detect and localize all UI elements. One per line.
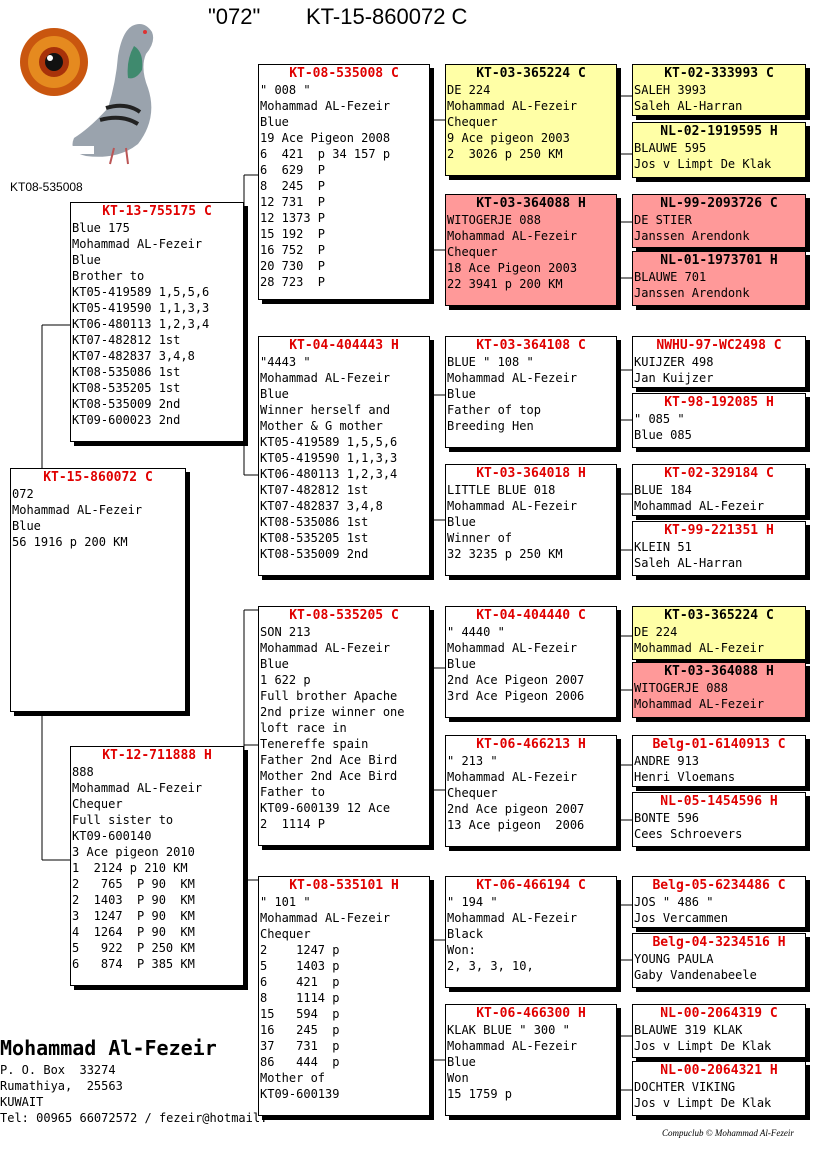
pedigree-ring: KT-06-466213 H: [476, 737, 586, 752]
pedigree-line: Winner herself and: [260, 403, 391, 417]
ancestor-card: [632, 735, 806, 787]
pedigree-line: 19 Ace Pigeon 2008: [260, 131, 391, 145]
sire-line: KT08-535205 1st: [72, 381, 181, 395]
ancestor-card: [632, 662, 806, 718]
pedigree-line: 16 752 P: [260, 243, 326, 257]
pedigree-line: Mohammad AL-Fezeir: [447, 1039, 578, 1053]
pedigree-line: Father 2nd Ace Bird: [260, 753, 398, 767]
pedigree-line: " 194 ": [447, 895, 498, 909]
pedigree-line: Janssen Arendonk: [634, 286, 750, 300]
photo-caption: KT08-535008: [10, 180, 83, 194]
pedigree-line: Saleh AL-Harran: [634, 99, 743, 113]
pedigree-line: KT07-482812 1st: [260, 483, 369, 497]
pedigree-line: Full brother Apache: [260, 689, 398, 703]
pedigree-line: Janssen Arendonk: [634, 229, 750, 243]
ancestor-card: [632, 521, 806, 576]
pedigree-line: 1 622 p: [260, 673, 311, 687]
dam-line: 1 2124 p 210 KM: [72, 861, 188, 875]
pedigree-line: Winner of: [447, 531, 513, 545]
pedigree-line: WITOGERJE 088: [447, 213, 541, 227]
pedigree-line: LITTLE BLUE 018: [447, 483, 556, 497]
granddam-card: [258, 876, 430, 1116]
pedigree-line: 6 421 p 34 157 p: [260, 147, 391, 161]
dam-line: Mohammad AL-Fezeir: [72, 781, 203, 795]
pedigree-line: Henri Vloemans: [634, 770, 736, 784]
pedigree-line: 15 594 p: [260, 1007, 340, 1021]
pedigree-line: DE 224: [447, 83, 491, 97]
pedigree-ring: KT-04-404440 C: [476, 608, 586, 623]
pedigree-line: 28 723 P: [260, 275, 326, 289]
pedigree-line: 2nd Ace pigeon 2007: [447, 802, 585, 816]
pedigree-line: Mother 2nd Ace Bird: [260, 769, 398, 783]
pedigree-ring: Belg-01-6140913 C: [652, 737, 786, 752]
pedigree-line: KT05-419590 1,1,3,3: [260, 451, 398, 465]
ancestor-card: [445, 64, 617, 176]
pedigree-ring: NL-00-2064319 C: [660, 1006, 778, 1021]
pedigree-line: Saleh AL-Harran: [634, 556, 743, 570]
breeder-contact: Tel: 00965 66072572 / fezeir@hotmail.: [0, 1111, 268, 1125]
pedigree-ring: KT-02-329184 C: [664, 466, 774, 481]
pedigree-ring: NL-02-1919595 H: [660, 124, 778, 139]
ancestor-card: [445, 735, 617, 847]
pedigree-line: Blue: [260, 115, 289, 129]
pedigree-line: 32 3235 p 250 KM: [447, 547, 563, 561]
pedigree-line: DE STIER: [634, 213, 692, 227]
pedigree-line: Cees Schroevers: [634, 827, 743, 841]
pedigree-line: BLAUWE 701: [634, 270, 707, 284]
pedigree-line: KT06-480113 1,2,3,4: [260, 467, 398, 481]
pedigree-line: Tenereffe spain: [260, 737, 369, 751]
ancestor-card: [445, 606, 617, 718]
pedigree-line: KT08-535205 1st: [260, 531, 369, 545]
ancestor-card: [632, 606, 806, 660]
pedigree-line: JOS " 486 ": [634, 895, 714, 909]
dam-line: 5 922 P 250 KM: [72, 941, 195, 955]
pedigree-ring: NL-05-1454596 H: [660, 794, 778, 809]
pedigree-line: Blue: [447, 1055, 476, 1069]
pedigree-line: loft race in: [260, 721, 347, 735]
pedigree-ring: KT-06-466300 H: [476, 1006, 586, 1021]
title-ring: KT-15-860072 C: [306, 4, 468, 29]
pedigree-line: KT09-600139 12 Ace: [260, 801, 391, 815]
pedigree-line: DOCHTER VIKING: [634, 1080, 736, 1094]
ancestor-card: [632, 122, 806, 178]
pedigree-line: Jos v Limpt De Klak: [634, 1096, 772, 1110]
dam-line: 2 765 P 90 KM: [72, 877, 195, 891]
pedigree-line: Blue: [447, 515, 476, 529]
pedigree-line: 9 Ace pigeon 2003: [447, 131, 570, 145]
pedigree-line: Mohammad AL-Fezeir: [447, 229, 578, 243]
sire-line: Blue 175: [72, 221, 130, 235]
breeder-name: Mohammad Al-Fezeir: [0, 1036, 217, 1060]
dam-card: [70, 746, 244, 986]
ancestor-card: [445, 1004, 617, 1116]
ancestor-card: [632, 64, 806, 116]
granddam-card: [258, 336, 430, 576]
pedigree-line: Jos v Limpt De Klak: [634, 1039, 772, 1053]
ancestor-card: [632, 1004, 806, 1058]
pedigree-line: BLUE " 108 ": [447, 355, 534, 369]
pedigree-line: 8 1114 p: [260, 991, 340, 1005]
pedigree-line: 13 Ace pigeon 2006: [447, 818, 585, 832]
pedigree-ring: NL-99-2093726 C: [660, 196, 778, 211]
ancestor-card: [632, 393, 806, 448]
grandsire-card: [258, 64, 430, 300]
pedigree-line: BLAUWE 595: [634, 141, 707, 155]
dam-ring: KT-12-711888 H: [102, 748, 212, 763]
pedigree-line: Mohammad AL-Fezeir: [260, 641, 391, 655]
pedigree-line: KLAK BLUE " 300 ": [447, 1023, 570, 1037]
pedigree-line: 6 421 p: [260, 975, 340, 989]
pedigree-line: Mohammad AL-Fezeir: [260, 371, 391, 385]
pedigree-line: Chequer: [447, 115, 498, 129]
pedigree-line: 3rd Ace Pigeon 2006: [447, 689, 585, 703]
pedigree-line: KT05-419589 1,5,5,6: [260, 435, 398, 449]
pedigree-line: BLAUWE 319 KLAK: [634, 1023, 743, 1037]
pedigree-line: Mohammad AL-Fezeir: [447, 499, 578, 513]
ancestor-card: [632, 194, 806, 248]
pedigree-ring: NL-00-2064321 H: [660, 1063, 778, 1078]
sire-line: KT09-600023 2nd: [72, 413, 181, 427]
pedigree-ring: KT-08-535101 H: [289, 878, 399, 893]
ancestor-card: [632, 792, 806, 847]
subject-line: 072: [12, 487, 34, 501]
dam-line: 3 Ace pigeon 2010: [72, 845, 195, 859]
sire-line: KT07-482812 1st: [72, 333, 181, 347]
ancestor-card: [632, 1061, 806, 1116]
pedigree-line: SALEH 3993: [634, 83, 707, 97]
pedigree-line: "4443 ": [260, 355, 311, 369]
ancestor-card: [632, 464, 806, 516]
pedigree-line: Father of top: [447, 403, 541, 417]
subject-line: Blue: [12, 519, 41, 533]
breeder-address: P. O. Box 33274: [0, 1063, 116, 1077]
pedigree-line: Jan Kuijzer: [634, 371, 714, 385]
pedigree-line: Blue 085: [634, 428, 692, 442]
pedigree-line: SON 213: [260, 625, 311, 639]
pedigree-line: " 101 ": [260, 895, 311, 909]
ancestor-card: [632, 251, 806, 306]
ancestor-card: [445, 194, 617, 306]
pedigree-line: " 085 ": [634, 412, 685, 426]
pedigree-line: Chequer: [260, 927, 311, 941]
sire-line: KT05-419590 1,1,3,3: [72, 301, 210, 315]
pedigree-line: 6 629 P: [260, 163, 326, 177]
dam-line: 4 1264 P 90 KM: [72, 925, 195, 939]
pedigree-line: 2 3026 p 250 KM: [447, 147, 563, 161]
sire-line: KT08-535086 1st: [72, 365, 181, 379]
pedigree-line: BLUE 184: [634, 483, 692, 497]
pedigree-line: BONTE 596: [634, 811, 700, 825]
pedigree-line: 5 1403 p: [260, 959, 340, 973]
pedigree-ring: KT-99-221351 H: [664, 523, 774, 538]
pedigree-line: 12 731 P: [260, 195, 326, 209]
dam-line: 3 1247 P 90 KM: [72, 909, 195, 923]
subject-ring: KT-15-860072 C: [43, 470, 153, 485]
pedigree-line: Won: [447, 1071, 469, 1085]
dam-line: Chequer: [72, 797, 123, 811]
sire-line: Blue: [72, 253, 101, 267]
pedigree-ring: Belg-05-6234486 C: [652, 878, 786, 893]
pedigree-ring: KT-08-535008 C: [289, 66, 399, 81]
pedigree-line: 2 1247 p: [260, 943, 340, 957]
pedigree-line: 86 444 p: [260, 1055, 340, 1069]
pedigree-line: Mohammad AL-Fezeir: [447, 99, 578, 113]
pedigree-ring: KT-98-192085 H: [664, 395, 774, 410]
pedigree-line: Black: [447, 927, 484, 941]
pedigree-line: 8 245 P: [260, 179, 326, 193]
pedigree-line: Chequer: [447, 786, 498, 800]
sire-line: Mohammad AL-Fezeir: [72, 237, 203, 251]
ancestor-card: [445, 336, 617, 448]
dam-line: 6 874 P 385 KM: [72, 957, 195, 971]
pedigree-line: Mohammad AL-Fezeir: [447, 770, 578, 784]
pedigree-line: 37 731 p: [260, 1039, 340, 1053]
pedigree-line: Mohammad AL-Fezeir: [634, 697, 765, 711]
ancestor-card: [445, 464, 617, 576]
subject-line: 56 1916 p 200 KM: [12, 535, 128, 549]
pedigree-line: 2, 3, 3, 10,: [447, 959, 534, 973]
pedigree-line: Mohammad AL-Fezeir: [447, 911, 578, 925]
dam-line: Full sister to: [72, 813, 174, 827]
pedigree-line: KT09-600139: [260, 1087, 340, 1101]
pedigree-line: 22 3941 p 200 KM: [447, 277, 563, 291]
pedigree-line: Mother & G mother: [260, 419, 383, 433]
pedigree-line: YOUNG PAULA: [634, 952, 714, 966]
pedigree-line: Breeding Hen: [447, 419, 534, 433]
pedigree-ring: KT-08-535205 C: [289, 608, 399, 623]
pedigree-line: Mohammad AL-Fezeir: [634, 641, 765, 655]
pedigree-line: Gaby Vandenabeele: [634, 968, 757, 982]
pedigree-line: Blue: [260, 387, 289, 401]
ancestor-card: [632, 336, 806, 388]
pedigree-line: 16 245 p: [260, 1023, 340, 1037]
pedigree-line: 2nd Ace Pigeon 2007: [447, 673, 585, 687]
ancestor-card: [445, 876, 617, 988]
pedigree-line: Jos v Limpt De Klak: [634, 157, 772, 171]
subject-line: Mohammad AL-Fezeir: [12, 503, 143, 517]
pedigree-line: KLEIN 51: [634, 540, 692, 554]
sire-card: [70, 202, 244, 442]
pedigree-line: " 4440 ": [447, 625, 505, 639]
sire-line: KT05-419589 1,5,5,6: [72, 285, 210, 299]
pedigree-line: KUIJZER 498: [634, 355, 714, 369]
breeder-country: KUWAIT: [0, 1095, 44, 1109]
pedigree-ring: KT-06-466194 C: [476, 878, 586, 893]
pedigree-line: Mohammad AL-Fezeir: [260, 911, 391, 925]
pedigree-ring: KT-03-364088 H: [476, 196, 586, 211]
pedigree-line: Mohammad AL-Fezeir: [260, 99, 391, 113]
pedigree-ring: KT-03-364108 C: [476, 338, 586, 353]
grandsire-card: [258, 606, 430, 846]
dam-line: 888: [72, 765, 94, 779]
pedigree-line: Father to: [260, 785, 326, 799]
subject-card: [10, 468, 186, 712]
pedigree-line: 15 192 P: [260, 227, 326, 241]
pedigree-line: Mohammad AL-Fezeir: [447, 641, 578, 655]
pedigree-line: 12 1373 P: [260, 211, 326, 225]
pedigree-line: " 008 ": [260, 83, 311, 97]
pedigree-ring: Belg-04-3234516 H: [652, 935, 786, 950]
pedigree-ring: NWHU-97-WC2498 C: [656, 338, 782, 353]
pedigree-line: 18 Ace Pigeon 2003: [447, 261, 578, 275]
sire-line: KT06-480113 1,2,3,4: [72, 317, 210, 331]
ancestor-card: [632, 876, 806, 928]
pedigree-ring: KT-02-333993 C: [664, 66, 774, 81]
ancestor-card: [632, 933, 806, 988]
pedigree-ring: KT-03-364088 H: [664, 664, 774, 679]
pedigree-line: 2 1114 P: [260, 817, 326, 831]
pedigree-line: Mohammad AL-Fezeir: [447, 371, 578, 385]
pedigree-ring: NL-01-1973701 H: [660, 253, 778, 268]
title-nickname: "072": [208, 4, 261, 29]
pedigree-line: 20 730 P: [260, 259, 326, 273]
pedigree-line: 15 1759 p: [447, 1087, 513, 1101]
pedigree-line: KT08-535086 1st: [260, 515, 369, 529]
sire-line: KT07-482837 3,4,8: [72, 349, 195, 363]
pedigree-line: Won:: [447, 943, 476, 957]
pedigree-line: Chequer: [447, 245, 498, 259]
breeder-address: Rumathiya, 25563: [0, 1079, 123, 1093]
pedigree-ring: KT-03-365224 C: [664, 608, 774, 623]
pedigree-line: Mother of: [260, 1071, 326, 1085]
pedigree-line: Blue: [447, 387, 476, 401]
pedigree-line: " 213 ": [447, 754, 498, 768]
pedigree-ring: KT-03-365224 C: [476, 66, 586, 81]
pedigree-ring: KT-03-364018 H: [476, 466, 586, 481]
pedigree-line: Blue: [260, 657, 289, 671]
pedigree-line: KT08-535009 2nd: [260, 547, 369, 561]
pedigree-line: 2nd prize winner one: [260, 705, 405, 719]
pedigree-line: WITOGERJE 088: [634, 681, 728, 695]
pedigree-line: ANDRE 913: [634, 754, 700, 768]
pedigree-line: Mohammad AL-Fezeir: [634, 499, 765, 513]
sire-line: KT08-535009 2nd: [72, 397, 181, 411]
dam-line: 2 1403 P 90 KM: [72, 893, 195, 907]
pedigree-line: Jos Vercammen: [634, 911, 728, 925]
pedigree-line: DE 224: [634, 625, 678, 639]
pedigree-ring: KT-04-404443 H: [289, 338, 399, 353]
software-credit: Compuclub © Mohammad Al-Fezeir: [662, 1128, 794, 1138]
sire-line: Brother to: [72, 269, 145, 283]
sire-ring: KT-13-755175 C: [102, 204, 212, 219]
dam-line: KT09-600140: [72, 829, 152, 843]
pedigree-line: Blue: [447, 657, 476, 671]
pedigree-line: KT07-482837 3,4,8: [260, 499, 383, 513]
